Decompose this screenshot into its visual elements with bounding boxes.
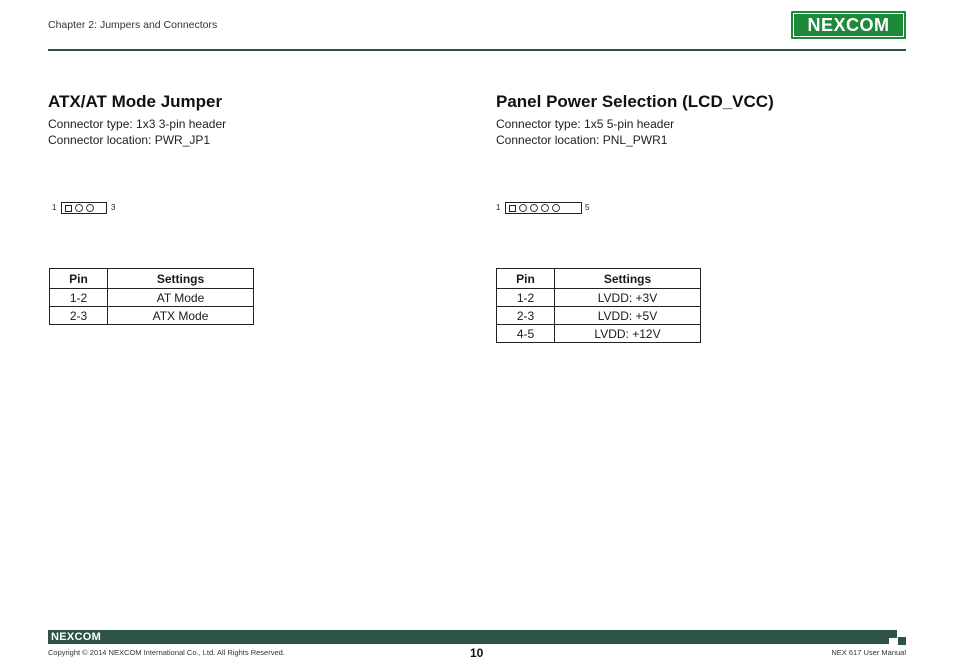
table-header-row [50, 269, 254, 289]
pin-1-square [65, 205, 72, 212]
pin-cell: 2-3 [497, 307, 555, 325]
settings-cell: AT Mode [108, 289, 254, 307]
table-row [497, 289, 701, 307]
col-pin-header: Pin [497, 269, 555, 289]
pin-2-circle [75, 204, 83, 212]
logo-text-left: NE [807, 14, 834, 35]
nexcom-logo [791, 11, 906, 39]
footer-corner-square-icon [889, 630, 897, 638]
atx-pin-start-label: 1 [52, 203, 57, 212]
pin-cell: 1-2 [50, 289, 108, 307]
logo-text-x: X [833, 14, 847, 35]
panel-connector-location: Connector location: PNL_PWR1 [496, 133, 668, 147]
table-header-row [497, 269, 701, 289]
pin-4-circle [541, 204, 549, 212]
atx-connector-location: Connector location: PWR_JP1 [48, 133, 211, 147]
settings-cell: LVDD: +5V [555, 307, 701, 325]
footer-logo: NEXCOM [51, 631, 102, 643]
panel-pin-start-label: 1 [496, 203, 501, 212]
chapter-heading: Chapter 2: Jumpers and Connectors [48, 19, 218, 31]
panel-settings-table [496, 268, 701, 343]
footer-copyright: Copyright © 2014 NEXCOM International Co., Ltd. All Rights Reserved. [48, 648, 285, 657]
col-settings-header: Settings [108, 269, 254, 289]
page-number: 10 [470, 646, 484, 660]
panel-5pin-header-diagram [505, 202, 582, 214]
panel-connector-type: Connector type: 1x5 5-pin header [496, 117, 675, 131]
footer-bar [48, 630, 906, 644]
col-pin-header: Pin [50, 269, 108, 289]
atx-settings-table [49, 268, 254, 325]
pin-3-circle [530, 204, 538, 212]
header-divider [48, 49, 906, 51]
settings-cell: LVDD: +12V [555, 325, 701, 343]
settings-cell: LVDD: +3V [555, 289, 701, 307]
pin-1-square [509, 205, 516, 212]
atx-connector-type: Connector type: 1x3 3-pin header [48, 117, 227, 131]
atx-at-title: ATX/AT Mode Jumper [48, 92, 223, 111]
pin-2-circle [519, 204, 527, 212]
pin-3-circle [86, 204, 94, 212]
col-settings-header: Settings [555, 269, 701, 289]
table-row [497, 325, 701, 343]
table-row [50, 307, 254, 325]
logo-text-right: COM [846, 14, 890, 35]
manual-title: NEX 617 User Manual [831, 648, 906, 657]
table-row [50, 289, 254, 307]
pin-cell: 2-3 [50, 307, 108, 325]
atx-pin-end-label: 3 [111, 203, 116, 212]
pin-5-circle [552, 204, 560, 212]
panel-power-title: Panel Power Selection (LCD_VCC) [496, 92, 774, 111]
pin-cell: 1-2 [497, 289, 555, 307]
pin-cell: 4-5 [497, 325, 555, 343]
settings-cell: ATX Mode [108, 307, 254, 325]
logo-frame [793, 13, 904, 37]
table-row [497, 307, 701, 325]
atx-3pin-header-diagram [61, 202, 107, 214]
footer-corner-square-icon [898, 637, 906, 645]
panel-pin-end-label: 5 [585, 203, 590, 212]
